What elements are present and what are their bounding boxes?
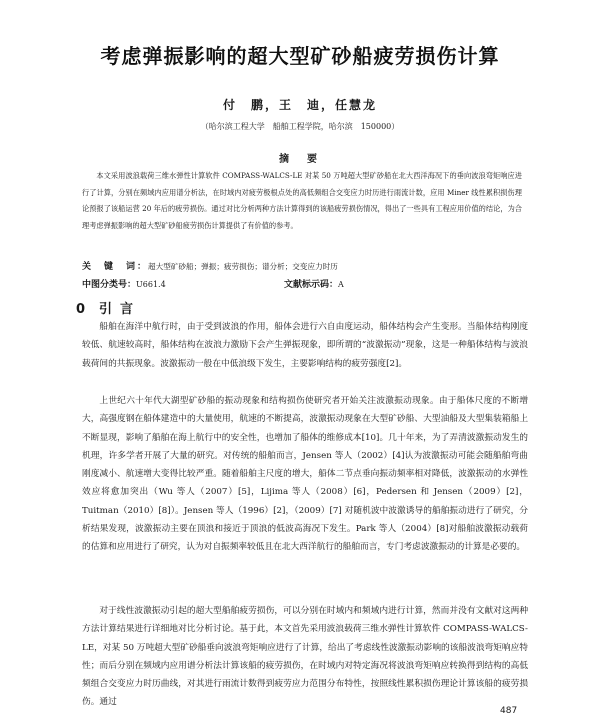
doc-code-label: 文献标示码： [284,280,339,290]
keywords-label: 关 键 词： [82,262,149,272]
keywords [82,260,522,274]
page-number: 487 [500,706,518,716]
document-code [284,278,344,292]
clc-value: U661.4 [136,280,166,289]
section-title: 引言 [99,302,142,317]
keywords-text: 超大型矿砂船；弹振；疲劳损伤；谱分析；交变应力时历 [148,262,338,271]
section-heading [76,298,141,317]
body-paragraph: 对于线性波激振动引起的超大型船舶疲劳损伤，可以分别在时域内和频域内进行计算，然而并没有文献对这两种方法计算结果进行详细地对比分析讨论。基于此，本文首先采用波浪载荷三维水弹性计算软件 COMPASS-WALCS-LE，对某 50 万吨超大型矿砂船垂向波浪弯矩响应进行了计算，给出了考虑线性波激振动影响的该船波浪弯矩响应特性；而后分别在频域内应用谱分析法计算该船的疲劳损伤，在时域内对特定海况将波浪弯矩响应转换得到结构的高低频组合交变应力时历曲线，对其进行雨流计数得到疲劳应力范围分布特性，按照线性累积损伤理论计算该船的疲劳损伤。通过 [82,606,528,708]
section-number: 0 [76,302,86,317]
author-list: 付 鹏，王 迪，任慧龙 [222,98,377,112]
body-paragraph: 船舶在海洋中航行时，由于受到波浪的作用，船体会进行六自由度运动，船体结构会产生变形。当船体结构刚度较低、航速较高时，船体结构在波浪力激励下会产生弹振现象，即所谓的“波激振动”现象，这是一种船体结构与波浪载荷间的共振现象。波激振动一般在中低浪级下发生，主要影响结构的疲劳强度[2]。 [82,322,528,369]
author-affiliation: （哈尔滨工程大学 船舶工程学院，哈尔滨 150000） [200,122,400,131]
doc-code-value: A [338,280,344,289]
body-paragraph: 上世纪六十年代大湖型矿砂船的振动现象和结构损伤使研究者开始关注波激振动现象。由于船体尺度的不断增大，高强度钢在船体建造中的大量使用，航速的不断提高，波激振动现象在大型矿砂船、大型油船及大型集装箱船上不断显现，影响了船舶在海上航行中的安全性，也增加了船体的维修成本[10]。几十年来，为了弄清波激振动发生的机理，许多学者开展了大量的研究。对传统的船舶而言，Jensen 等人（2002）[4]认为波激振动可能会随船舶弯曲刚度减小、航速增大变得比较严重。随着船舶主尺度的增大，船体二节点垂向振动频率相对降低，波激振动的水弹性效应将愈加突出（Wu 等人（2007）[5]，Lijima 等人（2008）[6]，Pedersen 和 Jensen（2009）[2]，Tuitman（2010）[8]）。Jensen 等人（1996）[2]，（2009）[7] 对随机波中波激诱导的船舶振动进行了研究，分析结果发现，波激振动主要在顶浪和接近于顶浪的低波高海况下发生。Park 等人（2004）[8]对船舶波激振动载荷的估算和应用进行了研究，认为对自振频率较低且在北大西洋航行的船舶而言，专门考虑波激振动的计算是必要的。 [82,396,528,553]
abstract-text: 本文采用波浪载荷三维水弹性计算软件 COMPASS-WALCS-LE 对某 50 万吨超大型矿砂船在北大西洋海况下的垂向波浪弯矩响应进行了计算，分别在频域内应用谱分析法，在时域内对疲劳极根点处的高低频组合交变应力时历进行雨流计数，应用 Miner 线性累积损伤理论预报了该船运营 20 年后的疲劳损伤。通过对比分析两种方法计算得到的该船疲劳损伤情况，得出了一些具有工程应用价值的结论，为合理考虑弹振影响的超大型矿砂船疲劳损伤计算提供了有价值的参考。 [82,171,522,230]
abstract-heading: 摘 要 [279,154,321,165]
clc-label: 中图分类号： [82,280,137,290]
paper-title: 考虑弹振影响的超大型矿砂船疲劳损伤计算 [100,44,500,68]
classification-line [82,278,522,292]
